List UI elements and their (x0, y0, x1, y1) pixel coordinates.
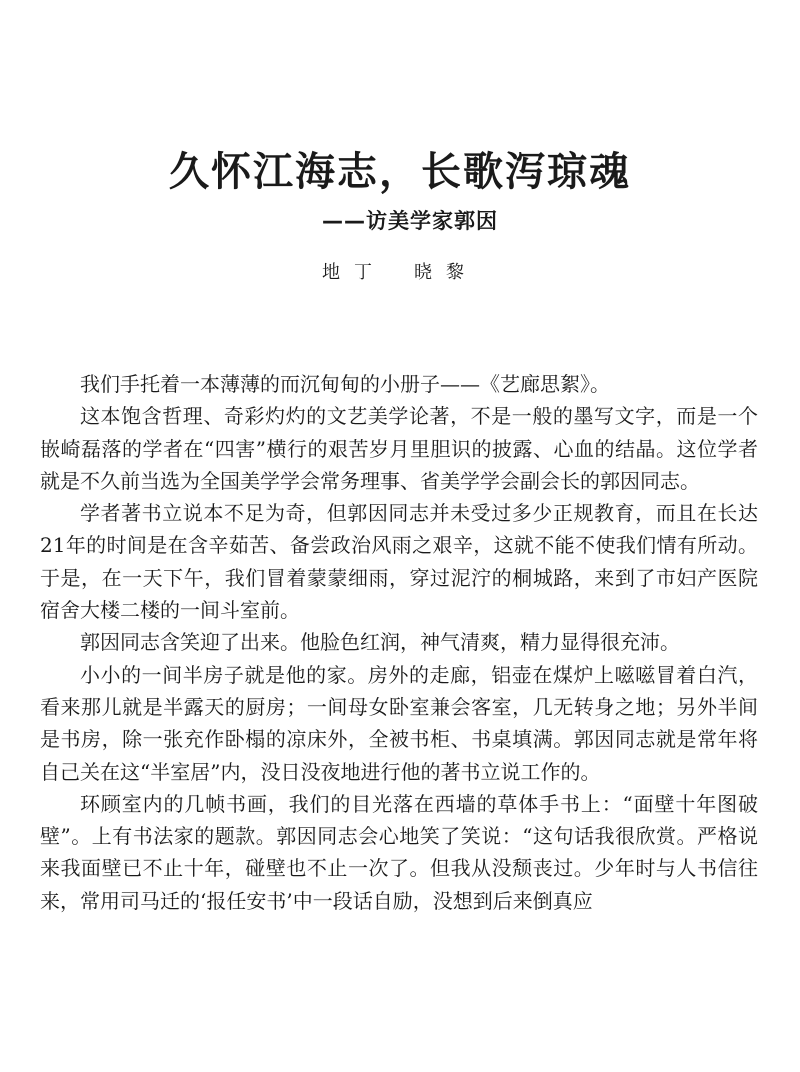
paragraph: 学者著书立说本不足为奇，但郭因同志并未受过多少正规教育，而且在长达21年的时间是在含辛茹苦、备尝政治风雨之艰辛，这就不能不使我们情有所动。于是，在一天下午，我们冒着蒙蒙细雨，穿过泥泞的桐城路，来到了市妇产医院宿舍大楼二楼的一间斗室前。 (40, 501, 758, 623)
paragraph: 郭因同志含笑迎了出来。他脸色红润，神气清爽，精力显得很充沛。 (80, 630, 680, 655)
author-name: 地丁 (322, 262, 386, 283)
article-title: 久怀江海志，长歌泻琼魂 (169, 148, 631, 195)
paragraph: 这本饱含哲理、奇彩灼灼的文艺美学论著，不是一般的墨写文字，而是一个嵌崎磊落的学者在“四害”横行的艰苦岁月里胆识的披露、心血的结晶。这位学者就是不久前当选为全国美学学会常务理事、省美学学会副会长的郭因同志。 (40, 404, 758, 493)
article-authors (0, 258, 800, 284)
article-body (40, 368, 758, 917)
paragraph: 我们手托着一本薄薄的而沉甸甸的小册子——《艺廊思絮》。 (80, 372, 610, 396)
paragraph: 小小的一间半房子就是他的家。房外的走廊，铝壶在煤炉上嗞嗞冒着白汽，看来那儿就是半露天的厨房；一间母女卧室兼会客室，几无转身之地；另外半间是书房，除一张充作卧榻的凉床外，全被书柜、书桌填满。郭因同志就是常年将自己关在这“半室居”内，没日没夜地进行他的著书立说工作的。 (40, 662, 758, 784)
paragraph: 环顾室内的几帧书画，我们的目光落在西墙的草体手书上：“面壁十年图破壁”。上有书法家的题款。郭因同志会心地笑了笑说：“这句话我很欣赏。严格说来我面壁已不止十年，碰壁也不止一次了。但我从没颓丧过。少年时与人书信往来，常用司马迁的‘报任安书’中一段话自励，没想到后来倒真应 (40, 791, 758, 913)
article-subtitle: ——访美学家郭因 (322, 209, 498, 233)
author-name: 晓黎 (414, 262, 478, 283)
